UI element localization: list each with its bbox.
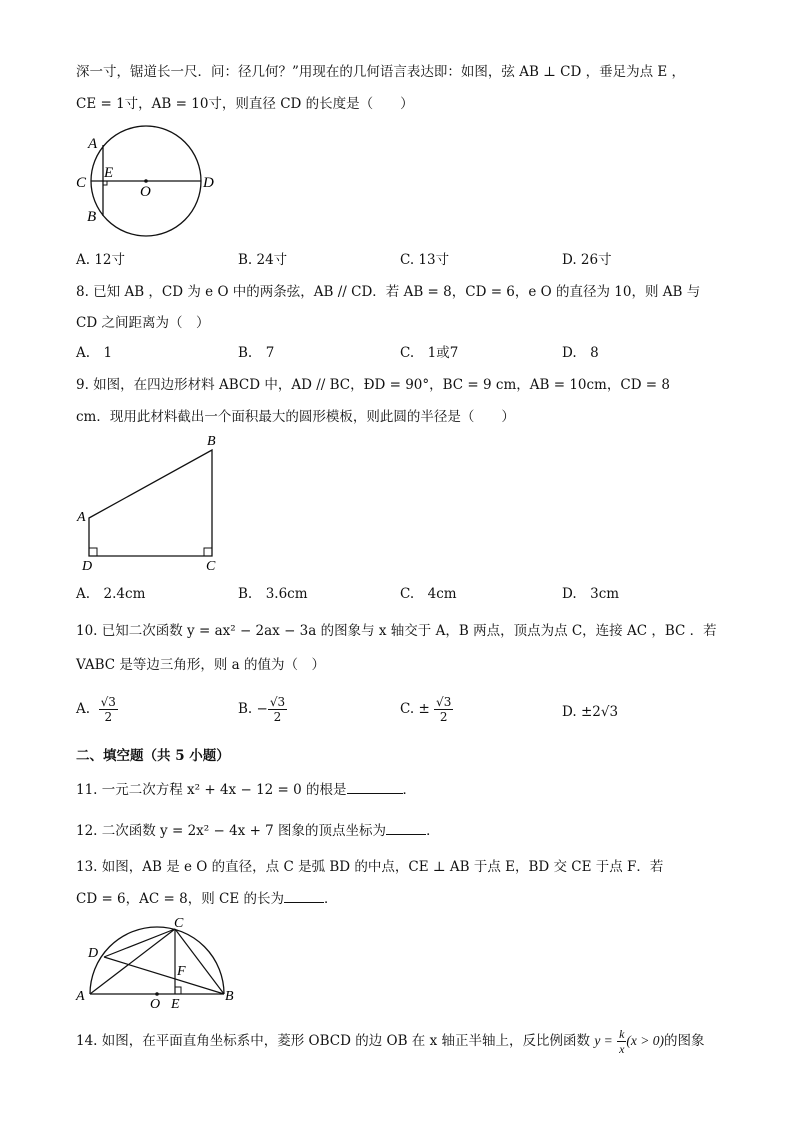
q14-line: 14. 如图，在平面直角坐标系中，菱形 OBCD 的边 OB 在 x 轴正半轴上，反比例函数 y = $\frac{k}{x}$ (x > 0)的图象 bbox=[76, 1027, 705, 1056]
q12-line: 12. 二次函数 y = 2x² − 4x + 7 图象的顶点坐标为 ． bbox=[76, 820, 440, 841]
q12-answer-blank[interactable] bbox=[386, 820, 426, 835]
q13-line2: CD = 6，AC = 8，则 CE 的长为 ． bbox=[76, 888, 337, 909]
q10-line1: 10. 已知二次函数 y = ax² − 2ax − 3a 的图象与 x 轴交于 A，B 两点，顶点为点 C，连接 AC ，BC ．若 bbox=[76, 623, 717, 639]
q7-label-B: B bbox=[87, 209, 97, 225]
q7-line1: 深一寸，锯道长一尺．问：径几何？”用现在的几何语言表达即：如图，弦 AB ⊥ CD ，垂足为点 E ， bbox=[76, 64, 686, 80]
q10-option-d: D. ±2√3 bbox=[562, 704, 619, 720]
q13-line1: 13. 如图，AB 是 e O 的直径，点 C 是弧 BD 的中点，CE ⊥ AB 于点 E，BD 交 CE 于点 F．若 bbox=[76, 859, 664, 875]
q8-option-a: A. 1 bbox=[76, 345, 113, 361]
q13-semicircle-figure bbox=[74, 916, 244, 1011]
q9-option-c: C. 4cm bbox=[400, 586, 457, 602]
q9-label-C: C bbox=[206, 559, 216, 574]
q7-option-b: B. 24寸 bbox=[238, 252, 288, 268]
q8-option-d: D. 8 bbox=[562, 345, 599, 361]
q8-option-c: C. 1或7 bbox=[400, 345, 459, 361]
q9-option-a: A. 2.4cm bbox=[76, 586, 146, 602]
q13-label-A: A bbox=[76, 989, 85, 1004]
q9-line2: cm．现用此材料截出一个面积最大的圆形模板，则此圆的半径是（ ） bbox=[76, 409, 515, 425]
q11-line: 11. 一元二次方程 x² + 4x − 12 = 0 的根是 ． bbox=[76, 779, 416, 800]
q13-label-B: B bbox=[225, 989, 234, 1004]
q9-label-D: D bbox=[82, 559, 93, 574]
q7-label-C: C bbox=[76, 175, 87, 191]
q8-line2: CD 之间距离为（ ） bbox=[76, 315, 210, 331]
q7-option-c: C. 13寸 bbox=[400, 252, 450, 268]
q13-label-D: D bbox=[88, 946, 99, 961]
q9-label-B: B bbox=[207, 434, 216, 449]
q7-option-d: D. 26寸 bbox=[562, 252, 612, 268]
q9-label-A: A bbox=[77, 510, 86, 525]
q13-answer-blank[interactable] bbox=[284, 888, 324, 903]
q10-option-c: C. ± $\frac{√3}{2}$ bbox=[400, 695, 452, 724]
q8-option-b: B. 7 bbox=[238, 345, 275, 361]
q7-line2: CE = 1寸，AB = 10寸，则直径 CD 的长度是（ ） bbox=[76, 96, 414, 112]
q7-label-D: D bbox=[203, 175, 214, 191]
q13-label-F: F bbox=[177, 964, 186, 979]
q10-line2: VABC 是等边三角形，则 a 的值为（ ） bbox=[76, 657, 326, 673]
q9-quadrilateral-figure bbox=[76, 430, 236, 574]
q8-line1: 8. 已知 AB ，CD 为 e O 中的两条弦，AB // CD．若 AB = 8，CD = 6，e O 的直径为 10，则 AB 与 bbox=[76, 284, 701, 300]
q7-label-E: E bbox=[104, 165, 114, 181]
q7-label-A: A bbox=[88, 136, 98, 152]
q13-label-C: C bbox=[174, 916, 184, 931]
q9-line1: 9. 如图，在四边形材料 ABCD 中，AD // BC，ÐD = 90°，BC = 9 cm，AB = 10cm，CD = 8 bbox=[76, 377, 670, 393]
q11-answer-blank[interactable] bbox=[347, 779, 403, 794]
q9-option-d: D. 3cm bbox=[562, 586, 620, 602]
q10-option-a: A. $\frac{√3}{2}$ bbox=[76, 695, 116, 724]
q7-option-a: A. 12寸 bbox=[76, 252, 126, 268]
q7-label-O: O bbox=[140, 184, 151, 200]
section2-title: 二、填空题（共 5 小题） bbox=[76, 748, 230, 764]
q10-option-b: B. − $\frac{√3}{2}$ bbox=[238, 695, 286, 724]
q13-label-E: E bbox=[171, 997, 180, 1012]
q9-option-b: B. 3.6cm bbox=[238, 586, 308, 602]
q7-circle-figure bbox=[76, 132, 236, 232]
q13-label-O: O bbox=[150, 997, 161, 1012]
